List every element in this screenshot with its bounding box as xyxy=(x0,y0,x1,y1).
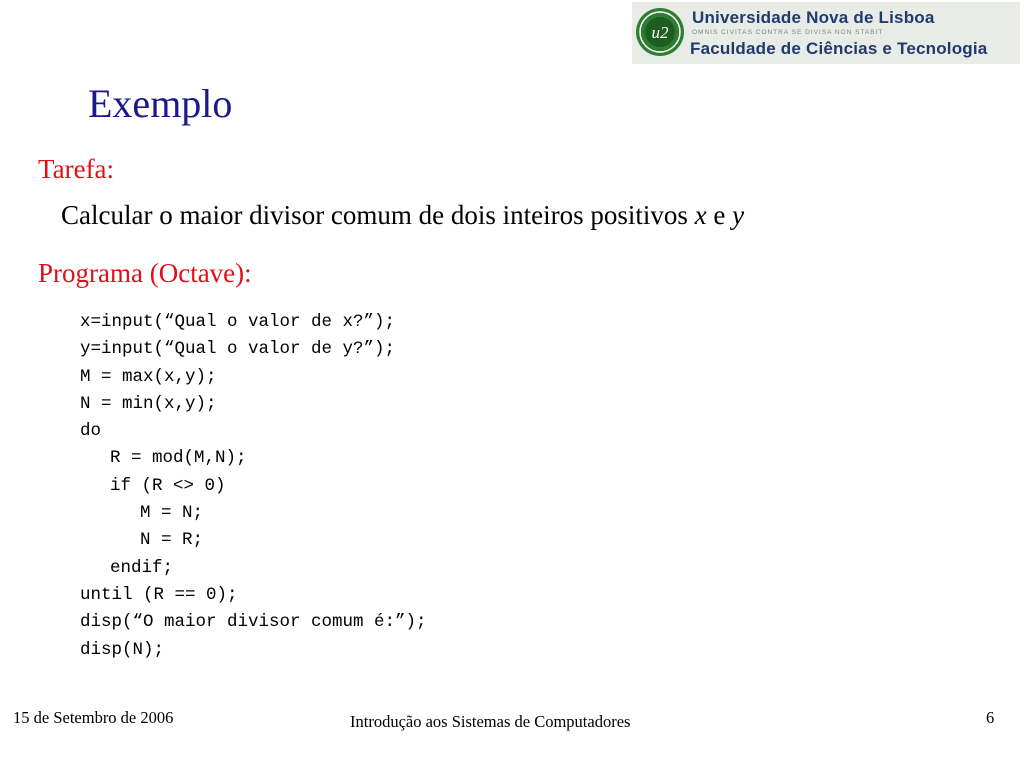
task-text: Calcular o maior divisor comum de dois inteiros positivos xyxy=(61,200,688,230)
code-line: endif; xyxy=(110,557,174,578)
university-seal-icon xyxy=(634,6,686,58)
task-variable-x: x xyxy=(694,200,707,230)
code-block xyxy=(80,309,427,664)
footer-date: 15 de Setembro de 2006 xyxy=(13,708,174,727)
code-line: if (R <> 0) xyxy=(110,475,226,496)
page-number: 6 xyxy=(986,708,995,727)
code-line: until (R == 0); xyxy=(80,584,238,605)
task-description xyxy=(61,202,744,229)
logo-university-name: Universidade Nova de Lisboa xyxy=(692,8,935,27)
slide-title: Exemplo xyxy=(88,81,233,126)
seal-text: u2 xyxy=(651,23,669,42)
code-line: M = max(x,y); xyxy=(80,366,217,387)
code-line: do xyxy=(80,421,102,442)
code-line: y=input(“Qual o valor de y?”); xyxy=(80,339,396,360)
logo-faculty-name: Faculdade de Ciências e Tecnologia xyxy=(690,39,988,58)
code-line: disp(N); xyxy=(80,639,165,660)
code-line: M = N; xyxy=(140,503,204,524)
task-variable-y: y xyxy=(732,200,745,230)
code-line: N = min(x,y); xyxy=(80,393,217,414)
code-line: disp(“O maior divisor comum é:”); xyxy=(80,612,427,633)
logo-motto: OMNIS CIVITAS CONTRA SE DIVISA NON STABIT xyxy=(692,29,884,36)
footer-course-name: Introdução aos Sistemas de Computadores xyxy=(350,712,631,731)
code-line: N = R; xyxy=(140,530,204,551)
code-line: x=input(“Qual o valor de x?”); xyxy=(80,312,396,332)
code-line: R = mod(M,N); xyxy=(110,448,247,469)
task-heading: Tarefa: xyxy=(38,154,115,184)
university-logo xyxy=(632,2,1020,64)
program-heading: Programa (Octave): xyxy=(38,258,252,288)
task-conjunction: e xyxy=(713,200,726,230)
